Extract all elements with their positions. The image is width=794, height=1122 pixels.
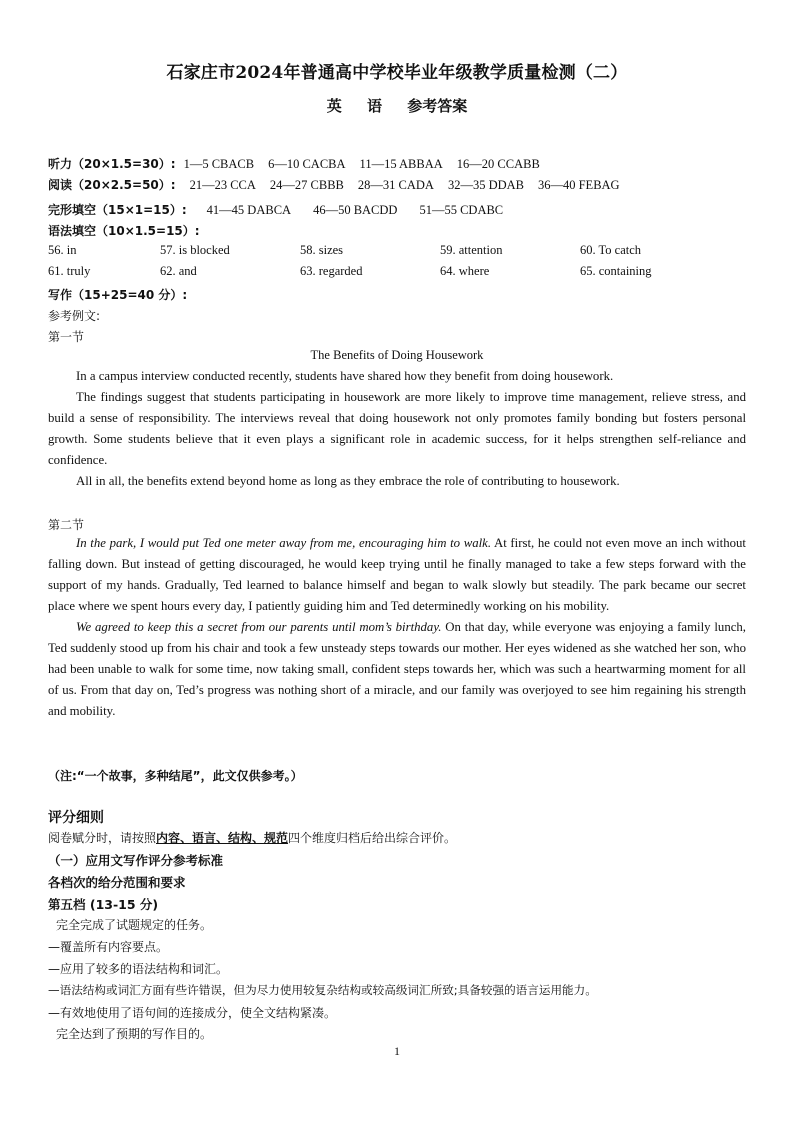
essay-paragraph: All in all, the benefits extend beyond home as long as they embrace the role of contributing to housework. xyxy=(76,474,620,488)
grammar-item: 62. and xyxy=(160,264,197,278)
grammar-item: 61. truly xyxy=(48,264,91,278)
answer-group: 41—45 DABCA xyxy=(206,203,292,217)
section1-label: 第一节 xyxy=(48,330,85,344)
reading-label: 阅读（20×2.5=50）: xyxy=(48,178,176,192)
grammar-item: 65. containing xyxy=(580,264,652,278)
writing-label: 写作（15+25=40 分）: xyxy=(48,288,188,302)
answer-group: 16—20 CCABB xyxy=(456,157,540,171)
cloze-label: 完形填空（15×1=15）: xyxy=(48,203,187,217)
criteria-line: —应用了较多的语法结构和词汇。 xyxy=(48,962,229,976)
criteria-line: 完全达到了预期的写作目的。 xyxy=(56,1027,213,1041)
story-body: On that day, while everyone was enjoying a family lunch, Ted suddenly stood up from his chair and took a few unsteady steps towards our mother. Her eyes widened as she watched her son, who had been unable to walk for some time, now taking small, confident steps towards her, which was such a heartwarming moment for all of us. From that day on, Ted’s progress was nothing short of a miracle, and our family was overjoyed to see him regaining his strength and mobility. xyxy=(48,620,746,718)
answer-group: 46—50 BACDD xyxy=(313,203,398,217)
answer-key-label: 参考答案 xyxy=(407,97,468,115)
grammar-item: 64. where xyxy=(440,264,490,278)
reference-note: （注:“一个故事，多种结尾”，此文仅供参考。） xyxy=(48,769,303,783)
answer-group: 32—35 DDAB xyxy=(447,178,524,192)
story-body: At first, he could not even move an inch without falling down. But instead of getting discouraged, he would keep trying until he finally managed to take a few steps forward with the support of my hands. Gradually, Ted learned to balance himself and began to walk slowly but steadily. The park became our secret place where we spent hours every day, I patiently guiding him and Ted determinedly working on his mobility. xyxy=(48,536,746,613)
cloze-answers xyxy=(48,201,503,218)
scoring-intro: 阅卷赋分时，请按照内容、语言、结构、规范四个维度归档后给出综合评价。 xyxy=(48,831,457,845)
listening-label: 听力（20×1.5=30）: xyxy=(48,157,176,171)
essay-title: The Benefits of Doing Housework xyxy=(310,348,484,362)
section2-label: 第二节 xyxy=(48,518,85,532)
section1-essay xyxy=(48,366,746,492)
answer-group: 28—31 CADA xyxy=(357,178,434,192)
answer-group: 6—10 CACBA xyxy=(268,157,346,171)
essay-paragraph: In a campus interview conducted recently, students have shared how they benefit from doing housework. xyxy=(76,369,614,383)
grammar-answers-grid xyxy=(48,243,746,283)
grammar-label: 语法填空（10×1.5=15）: xyxy=(48,224,200,238)
answer-group: 51—55 CDABC xyxy=(419,203,504,217)
grammar-item: 63. regarded xyxy=(300,264,363,278)
grammar-label-row xyxy=(48,222,200,239)
sample-label: 参考例文: xyxy=(48,309,101,323)
essay-paragraph: The findings suggest that students participating in housework are more likely to improve time management, relieve stress, and build a sense of responsibility. The interviews reveal that doing housework not only promotes family bonding but fosters personal growth. Some students believe that it even plays a significant role in academic success, for it helps strengthen self-reliance and confidence. xyxy=(48,390,746,467)
scoring-heading: 评分细则 xyxy=(48,810,104,826)
answer-group: 36—40 FEBAG xyxy=(537,178,620,192)
grammar-item: 60. To catch xyxy=(580,243,642,257)
grammar-item: 57. is blocked xyxy=(160,243,230,257)
scoring-levels-heading: 各档次的给分范围和要求 xyxy=(48,875,186,890)
answer-group: 1—5 CBACB xyxy=(183,157,255,171)
answer-group: 21—23 CCA xyxy=(189,178,256,192)
story-paragraph xyxy=(48,533,746,617)
page-title: 石家庄市2024年普通高中学校毕业年级教学质量检测（二） xyxy=(166,63,628,83)
criteria-line: —语法结构或词汇方面有些许错误，但为尽力使用较复杂结构或较高级词汇所致;具备较强的语言运用能力。 xyxy=(48,983,597,997)
story-paragraph xyxy=(48,617,746,722)
scoring-subheading: （一）应用文写作评分参考标准 xyxy=(48,853,224,868)
story-lead-sentence: In the park, I would put Ted one meter away from me, encouraging him to walk. xyxy=(76,536,492,550)
subject-char-2: 语 xyxy=(366,97,382,115)
grammar-item: 58. sizes xyxy=(300,243,344,257)
answer-group: 11—15 ABBAA xyxy=(359,157,443,171)
criteria-line: —有效地使用了语句间的连接成分，使全文结构紧凑。 xyxy=(48,1006,337,1020)
story-lead-sentence: We agreed to keep this a secret from our parents until mom’s birthday. xyxy=(76,620,442,634)
page-subtitle xyxy=(0,95,794,116)
criteria-line: 完全完成了试题规定的任务。 xyxy=(56,918,213,932)
answer-group: 24—27 CBBB xyxy=(269,178,344,192)
scoring-dimensions: 内容、语言、结构、规范 xyxy=(156,831,289,845)
grammar-item: 56. in xyxy=(48,243,77,257)
listening-answers xyxy=(48,155,540,172)
grammar-item: 59. attention xyxy=(440,243,503,257)
level-five-heading: 第五档 (13-15 分) xyxy=(48,897,159,912)
section2-story xyxy=(48,533,746,722)
reading-answers xyxy=(48,176,620,193)
criteria-line: —覆盖所有内容要点。 xyxy=(48,940,169,954)
page-number: 1 xyxy=(394,1044,400,1058)
subject-char-1: 英 xyxy=(326,97,342,115)
writing-label-row xyxy=(48,286,187,303)
